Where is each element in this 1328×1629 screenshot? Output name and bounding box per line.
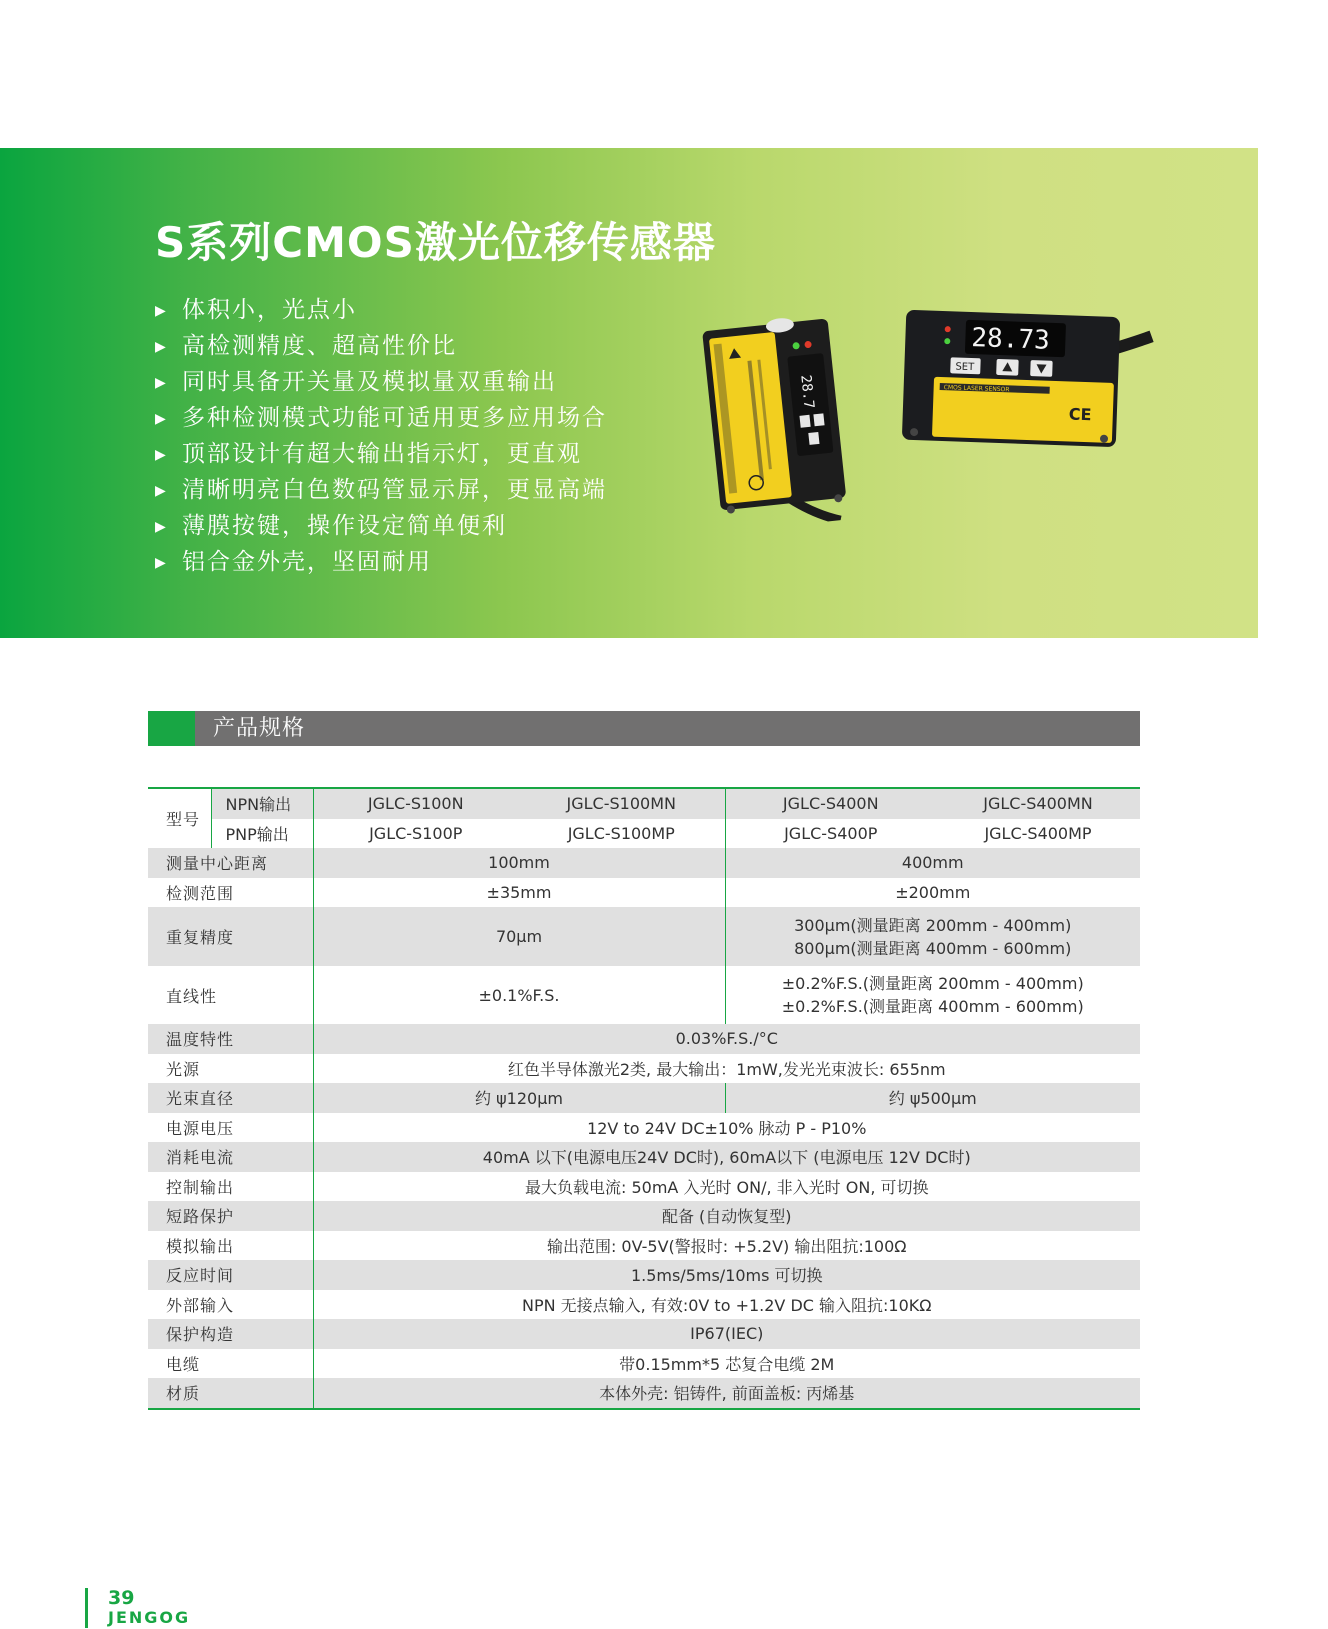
feature-item: ▶ 顶部设计有超大输出指示灯，更直观 [155,436,607,472]
spec-label: 材质 [148,1378,313,1409]
table-row [148,878,1140,908]
spec-section-title: 产品规格 [213,716,306,741]
spec-label: 光束直径 [148,1083,313,1113]
spec-label: 电源电压 [166,1118,235,1138]
triangle-bullet-icon: ▶ [155,555,166,571]
spec-label: 消耗电流 [148,1142,313,1172]
spec-label: 保护构造 [148,1319,313,1349]
spec-value: 12V to 24V DC±10% 脉动 P - P10% [313,1113,1140,1143]
triangle-bullet-icon: ▶ [155,375,166,391]
model-cell: JGLC-S400MP [984,823,1092,843]
spec-label: 电缆 [166,1354,201,1374]
feature-item: ▶ 清晰明亮白色数码管显示屏，更显高端 [155,472,607,508]
model-cell: JGLC-S100P [313,819,518,849]
table-row [148,1231,1140,1261]
spec-value: ±200mm [725,878,1140,908]
spec-value: 输出范围: 0V-5V(警报时: +5.2V) 输出阻抗:100Ω [313,1231,1140,1261]
spec-value: 带0.15mm*5 芯复合电缆 2M [313,1349,1140,1379]
sensor-display-readout: 28.73 [970,323,1051,356]
model-cell: JGLC-S400P [725,819,936,849]
spec-value: 约 ψ500μm [725,1083,1140,1113]
spec-label: 模拟输出 [166,1236,235,1256]
sensor-model-label: CMOS LASER SENSOR [943,384,1010,394]
spec-value: 300μm(测量距离 200mm - 400mm) 800μm(测量距离 400mm - 600mm) [725,907,1140,966]
page-number: 39 [108,1587,135,1609]
spec-label: 重复精度 [148,907,313,966]
feature-item: ▶ 薄膜按键，操作设定简单便利 [155,508,607,544]
spec-label: 测量中心距离 [148,848,313,878]
spec-label: 检测范围 [166,883,235,903]
model-cell: JGLC-S100MP [567,823,675,843]
spec-label: 短路保护 [148,1201,313,1231]
spec-value: NPN 无接点输入, 有效:0V to +1.2V DC 输入阻抗:10KΩ [313,1290,1140,1320]
feature-item: ▶ 多种检测模式功能可适用更多应用场合 [155,400,607,436]
table-row [148,788,1140,819]
spec-value: 1.5ms/5ms/10ms 可切换 [313,1260,1140,1290]
table-row [148,1201,1140,1231]
triangle-bullet-icon: ▶ [155,483,166,499]
ce-mark-icon: CE [1068,404,1092,425]
sensor-top-view-image [898,306,1158,455]
spec-value: IP67(IEC) [313,1319,1140,1349]
triangle-bullet-icon: ▶ [155,339,166,355]
model-cell: JGLC-S100MN [518,788,725,819]
table-row [148,966,1140,1024]
triangle-bullet-icon: ▶ [155,519,166,535]
table-row [148,1113,1140,1143]
triangle-bullet-icon: ▶ [155,447,166,463]
spec-value: 最大负载电流: 50mA 入光时 ON/, 非入光时 ON, 可切换 [313,1172,1140,1202]
model-cell: JGLC-S400MN [936,788,1140,819]
triangle-bullet-icon: ▶ [155,303,166,319]
table-row [148,1054,1140,1084]
spec-table [148,787,1140,1410]
spec-label: 型号 [148,788,211,848]
table-row [148,1349,1140,1379]
page-title: S系列CMOS激光位移传感器 [155,218,716,267]
table-row [148,1024,1140,1054]
spec-value: 0.03%F.S./°C [313,1024,1140,1054]
model-cell: JGLC-S400N [725,788,936,819]
spec-label: 温度特性 [148,1024,313,1054]
table-row [148,1172,1140,1202]
sensor-set-key: SET [955,361,975,374]
feature-item: ▶ 铝合金外壳，坚固耐用 [155,544,607,580]
spec-value: 配备 (自动恢复型) [313,1201,1140,1231]
table-row [148,907,1140,966]
spec-label: 外部输入 [166,1295,235,1315]
table-row [148,1378,1140,1409]
feature-item: ▶ 体积小，光点小 [155,292,607,328]
spec-value: 本体外壳: 铝铸件, 前面盖板: 丙烯基 [313,1378,1140,1409]
spec-label: 直线性 [166,986,218,1006]
svg-text:28.7: 28.7 [797,374,817,410]
spec-value: 400mm [725,848,1140,878]
section-accent [148,711,195,746]
spec-sublabel: PNP输出 [211,819,313,849]
model-cell: JGLC-S100N [313,788,518,819]
table-row [148,1142,1140,1172]
spec-label: 控制输出 [166,1177,235,1197]
spec-label: 反应时间 [148,1260,313,1290]
spec-value: ±0.1%F.S. [313,966,725,1024]
spec-value: 约 ψ120μm [313,1083,725,1113]
spec-value: 40mA 以下(电源电压24V DC时), 60mA以下 (电源电压 12V DC时) [313,1142,1140,1172]
table-row [148,1290,1140,1320]
brand-name: JENGOG [108,1608,191,1627]
feature-item: ▶ 高检测精度、超高性价比 [155,328,607,364]
spec-value: ±35mm [313,878,725,908]
sensor-side-view-image [700,311,859,532]
spec-sublabel: NPN输出 [211,788,313,819]
table-row [148,848,1140,878]
feature-item: ▶ 同时具备开关量及模拟量双重输出 [155,364,607,400]
spec-value: ±0.2%F.S.(测量距离 200mm - 400mm) ±0.2%F.S.(测量距离 400mm - 600mm) [725,966,1140,1024]
spec-value: 70μm [313,907,725,966]
table-row [148,1260,1140,1290]
page-footer [85,1588,190,1628]
spec-section-header [148,711,1140,746]
triangle-bullet-icon: ▶ [155,411,166,427]
spec-value: 100mm [313,848,725,878]
table-row [148,819,1140,849]
table-row [148,1083,1140,1113]
table-row [148,1319,1140,1349]
spec-value: 红色半导体激光2类, 最大输出：1mW,发光光束波长: 655nm [313,1054,1140,1084]
feature-list [155,292,607,580]
spec-label: 光源 [166,1059,201,1079]
